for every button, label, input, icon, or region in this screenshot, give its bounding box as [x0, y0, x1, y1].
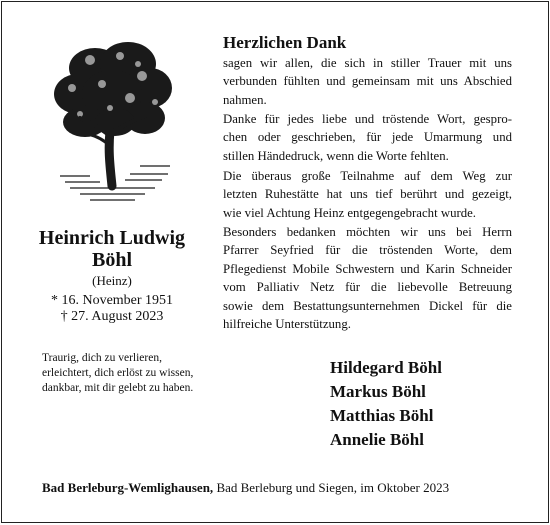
signer-name: Hildegard Böhl	[330, 358, 442, 377]
text-line: sowie dem Bestattungsunternehmen Dickel für die	[223, 298, 512, 313]
text-line: letzten Ruhestätte hat uns tief berührt und gezeigt,	[223, 187, 512, 202]
tree-illustration	[50, 36, 175, 206]
memorial-verse	[42, 351, 242, 396]
death-date: † 27. August 2023	[60, 309, 164, 324]
thanks-heading: Herzlichen Dank	[223, 33, 347, 52]
thanks-paragraph	[223, 167, 512, 222]
footer-rest: Bad Berleburg und Siegen, im Oktober 2023	[213, 480, 450, 495]
text-line: Pfarrer Seyfried für die tröstenden Worte, dem	[223, 243, 512, 258]
signer-name: Annelie Böhl	[330, 430, 424, 449]
thanks-paragraph	[223, 54, 512, 109]
text-line: Die überaus große Teilnahme auf dem Weg zur	[223, 169, 512, 183]
thanks-paragraph	[223, 110, 512, 165]
signers-list	[330, 356, 442, 452]
text-line: vom Palliativ Netz für die liebevolle Betreuung	[223, 280, 512, 295]
text-line: Pflegedienst Mobile Schwestern und Karin Schneider	[223, 261, 512, 276]
deceased-name-last: Böhl	[91, 249, 133, 271]
text-line: Danke für jedes liebe und tröstende Wort, gespro-	[223, 112, 512, 126]
text-line: sagen wir allen, die sich in stiller Trauer mit uns	[223, 56, 512, 70]
verse-line: erleichtert, dich erlöst zu wissen,	[42, 367, 194, 379]
footer-place: Bad Berleburg-Wemlighausen,	[42, 480, 214, 495]
thanks-paragraph	[223, 223, 512, 333]
deceased-name-first: Heinrich Ludwig	[38, 227, 186, 249]
text-line: chen oder geschrieben, für jede Umarmung und	[223, 130, 512, 145]
text-line: verbunden fühlten und gemeinsam mit uns Abschied	[223, 74, 512, 89]
obituary-notice	[1, 1, 549, 523]
verse-line: Traurig, dich zu verlieren,	[42, 352, 162, 364]
text-line: stillen Händedruck, wenn die Worte fehlten.	[223, 148, 449, 163]
text-line: hilfreiche Unterstützung.	[223, 317, 351, 332]
text-line: nahmen.	[223, 92, 267, 107]
text-line: wie viel Achtung Heinz entgegengebracht wurde.	[223, 205, 477, 220]
verse-line: dankbar, mit dir gelebt zu haben.	[42, 382, 194, 394]
signer-name: Markus Böhl	[330, 382, 426, 401]
signer-name: Matthias Böhl	[330, 406, 434, 425]
text-line: Besonders bedanken möchten wir uns bei Herrn	[223, 225, 512, 239]
deceased-nickname: (Heinz)	[92, 273, 132, 288]
birth-date: * 16. November 1951	[50, 293, 174, 308]
footer-place-date	[42, 480, 449, 496]
